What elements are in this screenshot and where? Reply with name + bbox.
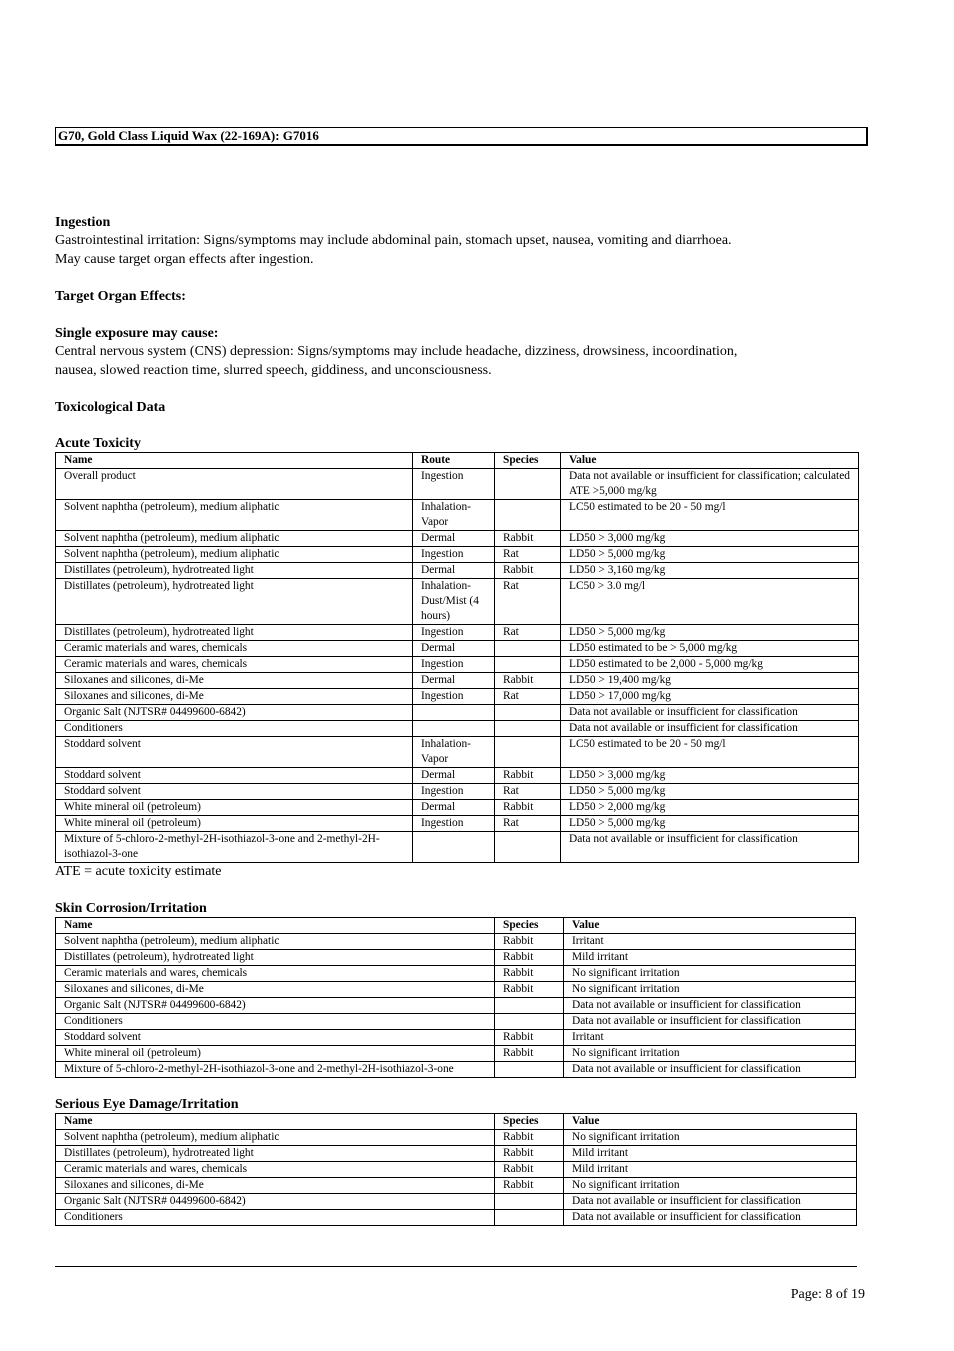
cell-name: Siloxanes and silicones, di-Me [56, 981, 495, 997]
cell-species: Rabbit [495, 949, 564, 965]
table-row [56, 1045, 856, 1061]
document-header: G70, Gold Class Liquid Wax (22-169A): G7016 [55, 127, 868, 146]
cell-route: Ingestion [413, 547, 495, 563]
cell-name: Mixture of 5-chloro-2-methyl-2H-isothiazol-3-one and 2-methyl-2H-isothiazol-3-one [56, 1061, 495, 1077]
cell-name: Distillates (petroleum), hydrotreated light [56, 563, 413, 579]
target-organ-heading: Target Organ Effects: [55, 289, 186, 304]
cell-name: Siloxanes and silicones, di-Me [56, 673, 413, 689]
table-row [56, 997, 856, 1013]
cell-species [495, 469, 561, 500]
cell-value: Data not available or insufficient for classification [561, 832, 859, 863]
table-row [56, 816, 859, 832]
table-row [56, 1013, 856, 1029]
eye-damage-rows [56, 1129, 857, 1225]
skin-corrosion-table [55, 917, 856, 1078]
table-row [56, 579, 859, 625]
table-header-row [56, 453, 859, 469]
cell-value: LD50 estimated to be > 5,000 mg/kg [561, 641, 859, 657]
cell-route: Ingestion [413, 784, 495, 800]
cell-value: Data not available or insufficient for classification [564, 1209, 857, 1225]
table-row [56, 563, 859, 579]
cell-route [413, 705, 495, 721]
cell-name: Solvent naphtha (petroleum), medium aliphatic [56, 547, 413, 563]
cell-name: White mineral oil (petroleum) [56, 800, 413, 816]
column-header: Name [56, 453, 413, 469]
cell-value: Mild irritant [564, 949, 856, 965]
table-row [56, 949, 856, 965]
cell-route [413, 721, 495, 737]
cell-species: Rabbit [495, 1161, 564, 1177]
table-row [56, 673, 859, 689]
cell-species: Rabbit [495, 768, 561, 784]
column-header: Value [564, 1113, 857, 1129]
table-row [56, 1145, 857, 1161]
single-exposure-line: Central nervous system (CNS) depression: Signs/symptoms may include headache, dizziness, drowsiness, incoordination, [55, 344, 738, 359]
table-header-row [56, 917, 856, 933]
ingestion-line: May cause target organ effects after ingestion. [55, 251, 314, 267]
cell-name: White mineral oil (petroleum) [56, 816, 413, 832]
skin-corrosion-rows [56, 933, 856, 1077]
cell-name: Distillates (petroleum), hydrotreated light [56, 949, 495, 965]
cell-value: LD50 estimated to be 2,000 - 5,000 mg/kg [561, 657, 859, 673]
cell-value: No significant irritation [564, 981, 856, 997]
cell-species: Rabbit [495, 965, 564, 981]
cell-name: Distillates (petroleum), hydrotreated light [56, 1145, 495, 1161]
cell-value: LC50 estimated to be 20 - 50 mg/l [561, 737, 859, 768]
cell-value: Data not available or insufficient for classification [564, 997, 856, 1013]
cell-value: Data not available or insufficient for classification; calculated ATE >5,000 mg/kg [561, 469, 859, 500]
column-header: Species [495, 917, 564, 933]
cell-name: Stoddard solvent [56, 737, 413, 768]
cell-value: LD50 > 5,000 mg/kg [561, 784, 859, 800]
cell-name: Organic Salt (NJTSR# 04499600-6842) [56, 705, 413, 721]
cell-value: No significant irritation [564, 965, 856, 981]
cell-value: No significant irritation [564, 1129, 857, 1145]
cell-route: Inhalation-Vapor [413, 500, 495, 531]
acute-toxicity-heading: Acute Toxicity [55, 436, 141, 451]
cell-name: Ceramic materials and wares, chemicals [56, 657, 413, 673]
toxicological-data-heading: Toxicological Data [55, 400, 166, 415]
cell-route: Dermal [413, 641, 495, 657]
cell-value: LD50 > 2,000 mg/kg [561, 800, 859, 816]
table-row [56, 641, 859, 657]
cell-route: Dermal [413, 531, 495, 547]
cell-species: Rat [495, 816, 561, 832]
table-row [56, 657, 859, 673]
table-row [56, 737, 859, 768]
cell-value: LC50 estimated to be 20 - 50 mg/l [561, 500, 859, 531]
table-row [56, 531, 859, 547]
table-row [56, 547, 859, 563]
eye-damage-table [55, 1113, 857, 1226]
cell-species: Rat [495, 689, 561, 705]
column-header: Value [564, 917, 856, 933]
cell-value: Data not available or insufficient for classification [564, 1061, 856, 1077]
cell-name: Mixture of 5-chloro-2-methyl-2H-isothiazol-3-one and 2-methyl-2H-isothiazol-3-one [56, 832, 413, 863]
cell-species: Rat [495, 784, 561, 800]
cell-species [495, 1209, 564, 1225]
table-row [56, 1129, 857, 1145]
cell-name: Stoddard solvent [56, 1029, 495, 1045]
cell-value: Irritant [564, 933, 856, 949]
table-row [56, 1029, 856, 1045]
cell-name: Solvent naphtha (petroleum), medium aliphatic [56, 500, 413, 531]
eye-damage-heading: Serious Eye Damage/Irritation [55, 1096, 239, 1112]
acute-toxicity-rows [56, 469, 859, 863]
cell-species: Rat [495, 579, 561, 625]
cell-species: Rabbit [495, 933, 564, 949]
cell-route: Ingestion [413, 657, 495, 673]
cell-name: Organic Salt (NJTSR# 04499600-6842) [56, 1193, 495, 1209]
cell-name: Distillates (petroleum), hydrotreated light [56, 579, 413, 625]
cell-species [495, 1061, 564, 1077]
column-header: Name [56, 917, 495, 933]
cell-species: Rabbit [495, 1129, 564, 1145]
cell-value: LD50 > 5,000 mg/kg [561, 625, 859, 641]
cell-value: LD50 > 3,000 mg/kg [561, 768, 859, 784]
cell-species [495, 832, 561, 863]
table-row [56, 1177, 857, 1193]
cell-species [495, 737, 561, 768]
ingestion-line: Gastrointestinal irritation: Signs/symptoms may include abdominal pain, stomach upset, nausea, vomiting and diarrhoea. [55, 233, 732, 248]
cell-name: Ceramic materials and wares, chemicals [56, 965, 495, 981]
cell-value: LD50 > 17,000 mg/kg [561, 689, 859, 705]
cell-name: Conditioners [56, 1209, 495, 1225]
cell-species [495, 1013, 564, 1029]
table-row [56, 1193, 857, 1209]
cell-route: Dermal [413, 673, 495, 689]
table-row [56, 500, 859, 531]
table-row [56, 800, 859, 816]
cell-route: Dermal [413, 563, 495, 579]
table-row [56, 784, 859, 800]
table-row [56, 1209, 857, 1225]
cell-species: Rat [495, 625, 561, 641]
cell-name: Ceramic materials and wares, chemicals [56, 641, 413, 657]
table-row [56, 768, 859, 784]
table-row [56, 625, 859, 641]
cell-species [495, 721, 561, 737]
cell-name: Conditioners [56, 721, 413, 737]
table-row [56, 832, 859, 863]
cell-species: Rabbit [495, 531, 561, 547]
cell-value: No significant irritation [564, 1045, 856, 1061]
cell-value: Data not available or insufficient for classification [564, 1193, 857, 1209]
cell-name: Solvent naphtha (petroleum), medium aliphatic [56, 1129, 495, 1145]
page-number: Page: 8 of 19 [790, 1287, 865, 1302]
table-row [56, 705, 859, 721]
table-row [56, 469, 859, 500]
cell-value: Irritant [564, 1029, 856, 1045]
cell-route: Ingestion [413, 689, 495, 705]
cell-value: Data not available or insufficient for classification [564, 1013, 856, 1029]
cell-route [413, 832, 495, 863]
cell-species: Rabbit [495, 1029, 564, 1045]
cell-value: LD50 > 5,000 mg/kg [561, 547, 859, 563]
table-row [56, 933, 856, 949]
table-row [56, 721, 859, 737]
column-header: Species [495, 453, 561, 469]
cell-name: Solvent naphtha (petroleum), medium aliphatic [56, 933, 495, 949]
cell-name: Siloxanes and silicones, di-Me [56, 689, 413, 705]
cell-species: Rabbit [495, 1045, 564, 1061]
cell-route: Inhalation-Vapor [413, 737, 495, 768]
cell-species: Rabbit [495, 563, 561, 579]
cell-species: Rabbit [495, 673, 561, 689]
cell-species: Rabbit [495, 800, 561, 816]
cell-route: Ingestion [413, 469, 495, 500]
cell-route: Dermal [413, 768, 495, 784]
cell-name: Stoddard solvent [56, 784, 413, 800]
table-row [56, 689, 859, 705]
single-exposure-line: nausea, slowed reaction time, slurred speech, giddiness, and unconsciousness. [55, 362, 492, 378]
acute-toxicity-table [55, 452, 859, 863]
ingestion-heading: Ingestion [55, 215, 111, 230]
cell-value: No significant irritation [564, 1177, 857, 1193]
cell-value: LD50 > 3,000 mg/kg [561, 531, 859, 547]
cell-species [495, 997, 564, 1013]
cell-species [495, 1193, 564, 1209]
document-body [55, 214, 865, 1226]
cell-value: LD50 > 3,160 mg/kg [561, 563, 859, 579]
cell-value: LD50 > 19,400 mg/kg [561, 673, 859, 689]
cell-species: Rabbit [495, 1145, 564, 1161]
cell-species: Rat [495, 547, 561, 563]
cell-species: Rabbit [495, 1177, 564, 1193]
cell-value: LD50 > 5,000 mg/kg [561, 816, 859, 832]
column-header: Species [495, 1113, 564, 1129]
cell-name: White mineral oil (petroleum) [56, 1045, 495, 1061]
cell-name: Solvent naphtha (petroleum), medium aliphatic [56, 531, 413, 547]
ate-note: ATE = acute toxicity estimate [55, 864, 222, 879]
cell-species [495, 641, 561, 657]
footer-divider [55, 1266, 857, 1267]
cell-name: Organic Salt (NJTSR# 04499600-6842) [56, 997, 495, 1013]
cell-name: Stoddard solvent [56, 768, 413, 784]
table-row [56, 1161, 857, 1177]
cell-route: Dermal [413, 800, 495, 816]
column-header: Name [56, 1113, 495, 1129]
column-header: Value [561, 453, 859, 469]
cell-route: Inhalation-Dust/Mist (4 hours) [413, 579, 495, 625]
cell-name: Distillates (petroleum), hydrotreated light [56, 625, 413, 641]
cell-name: Siloxanes and silicones, di-Me [56, 1177, 495, 1193]
cell-route: Ingestion [413, 816, 495, 832]
table-row [56, 981, 856, 997]
table-row [56, 965, 856, 981]
cell-species [495, 657, 561, 673]
cell-name: Conditioners [56, 1013, 495, 1029]
cell-value: Mild irritant [564, 1145, 857, 1161]
cell-name: Ceramic materials and wares, chemicals [56, 1161, 495, 1177]
cell-name: Overall product [56, 469, 413, 500]
table-row [56, 1061, 856, 1077]
cell-species [495, 500, 561, 531]
cell-value: Data not available or insufficient for classification [561, 705, 859, 721]
skin-corrosion-heading: Skin Corrosion/Irritation [55, 900, 207, 916]
cell-value: Data not available or insufficient for classification [561, 721, 859, 737]
cell-species [495, 705, 561, 721]
table-header-row [56, 1113, 857, 1129]
column-header: Route [413, 453, 495, 469]
cell-value: LC50 > 3.0 mg/l [561, 579, 859, 625]
cell-value: Mild irritant [564, 1161, 857, 1177]
single-exposure-heading: Single exposure may cause: [55, 326, 219, 341]
cell-route: Ingestion [413, 625, 495, 641]
cell-species: Rabbit [495, 981, 564, 997]
